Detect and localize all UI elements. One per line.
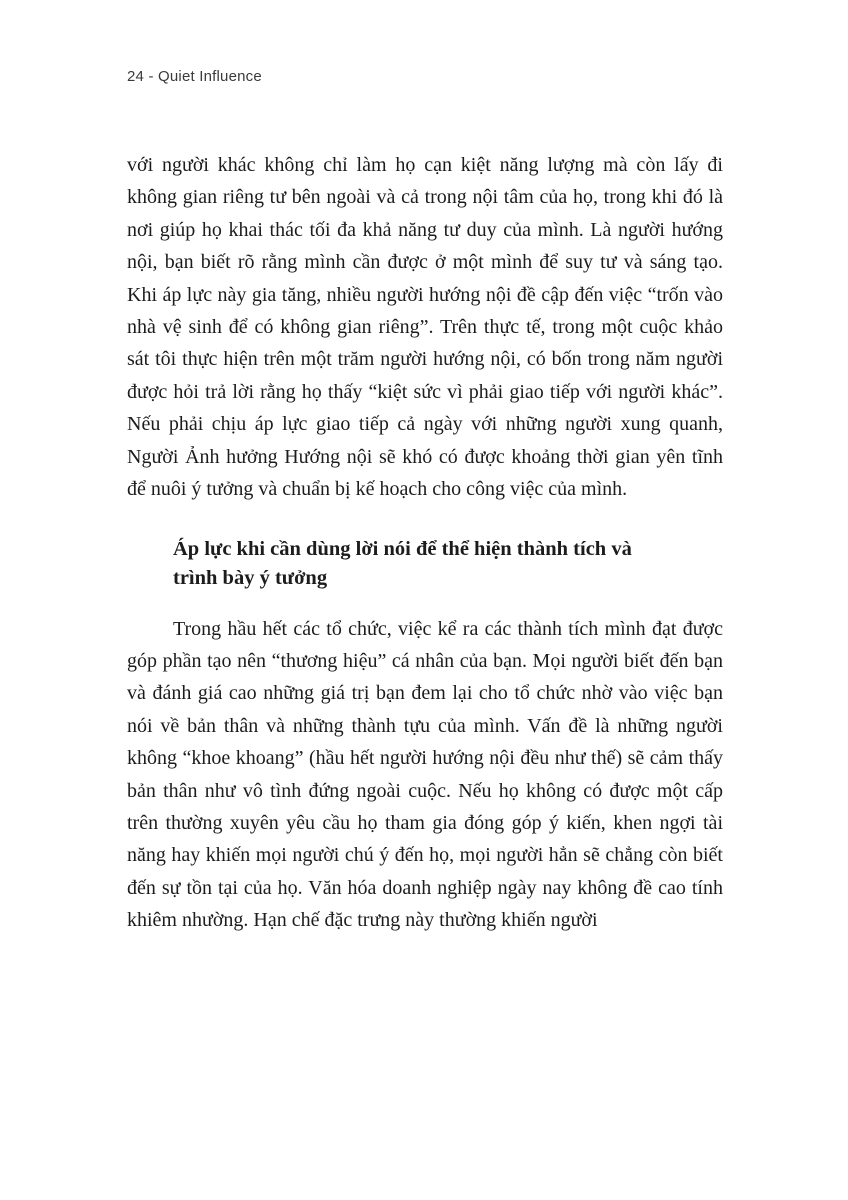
page-content	[127, 149, 723, 937]
paragraph-continuation: với người khác không chỉ làm họ cạn kiệt năng lượng mà còn lấy đi không gian riêng tư bên ngoài và cả trong nội tâm của họ, trong khi đó là nơi giúp họ khai thác tối đa khả năng tư duy của mình. Là người hướng nội, bạn biết rõ rằng mình cần được ở một mình để suy tư và sáng tạo. Khi áp lực này gia tăng, nhiều người hướng nội đề cập đến việc “trốn vào nhà vệ sinh để có không gian riêng”. Trên thực tế, trong một cuộc khảo sát tôi thực hiện trên một trăm người hướng nội, có bốn trong năm người được hỏi trả lời rằng họ thấy “kiệt sức vì phải giao tiếp với người khác”. Nếu phải chịu áp lực giao tiếp cả ngày với những người xung quanh, Người Ảnh hưởng Hướng nội sẽ khó có được khoảng thời gian yên tĩnh để nuôi ý tưởng và chuẩn bị kế hoạch cho công việc của mình.	[127, 154, 723, 500]
section-heading: Áp lực khi cần dùng lời nói để thể hiện thành tích và trình bày ý tưởng	[173, 538, 632, 589]
paragraph-body: Trong hầu hết các tổ chức, việc kể ra các thành tích mình đạt được góp phần tạo nên “thương hiệu” cá nhân của bạn. Mọi người biết đến bạn và đánh giá cao những giá trị bạn đem lại cho tổ chức nhờ vào việc bạn nói về bản thân và những thành tựu của mình. Vấn đề là những người không “khoe khoang” (hầu hết người hướng nội đều như thế) sẽ cảm thấy bản thân như vô tình đứng ngoài cuộc. Nếu họ không có được một cấp trên thường xuyên yêu cầu họ tham gia đóng góp ý kiến, khen ngợi tài năng hay khiến mọi người chú ý đến họ, mọi người hẳn sẽ chẳng còn biết đến sự tồn tại của họ. Văn hóa doanh nghiệp ngày nay không đề cao tính khiêm nhường. Hạn chế đặc trưng này thường khiến người	[127, 617, 723, 932]
running-header: 24 - Quiet Influence	[127, 68, 262, 85]
